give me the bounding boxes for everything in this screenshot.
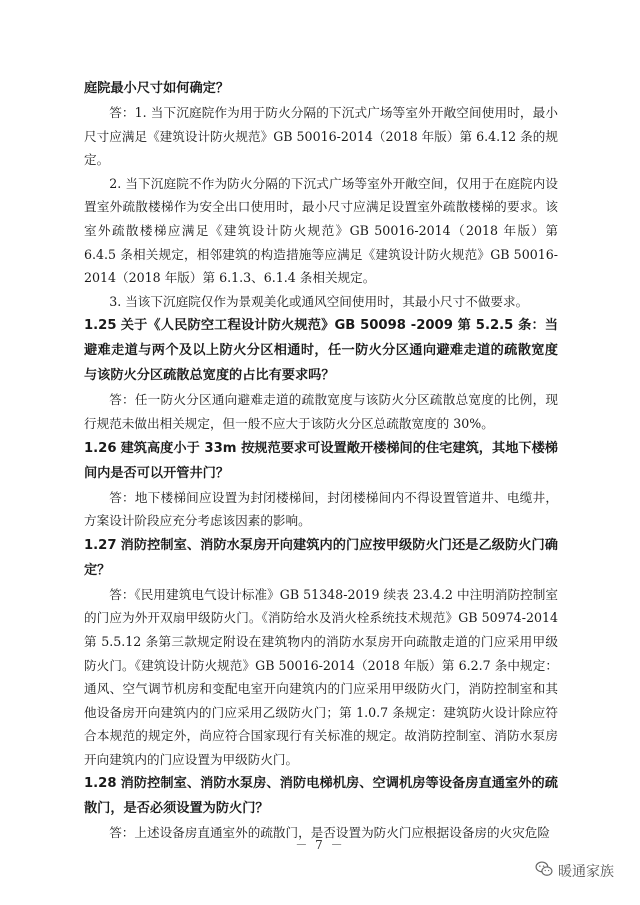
answer-paragraph: 答：地下楼梯间应设置为封闭楼梯间，封闭楼梯间内不得设置管道井、电缆井，方案设计阶段应充分考虑该因素的影响。 — [84, 489, 558, 529]
watermark — [534, 859, 614, 883]
question-heading: 1.25 关于《人民防空工程设计防火规范》GB 50098 -2009 第 5.2.5 条：当避难走道与两个及以上防火分区相通时，任一防火分区通向避难走道的疏散宽度与该防火分区疏散总宽度的占比有要求吗？ — [84, 318, 558, 384]
page-number: － 7 － — [295, 838, 345, 852]
watermark-text: 暖通家族 — [558, 864, 614, 880]
wechat-icon — [534, 859, 554, 883]
document-body — [84, 76, 558, 845]
question-heading: 1.26 建筑高度小于 33m 按规范要求可设置敞开楼梯间的住宅建筑，其地下楼梯间内是否可以开管井门？ — [84, 440, 558, 481]
answer-paragraph: 答：任一防火分区通向避难走道的疏散宽度与该防火分区疏散总宽度的比例，现行规范未做出相关规定，但一般不应大于该防火分区总疏散宽度的 30%。 — [84, 392, 558, 431]
answer-paragraph: 2. 当下沉庭院不作为防火分隔的下沉式广场等室外开敞空间，仅用于在庭院内设置室外疏散楼梯作为安全出口使用时，最小尺寸应满足设置室外疏散楼梯的要求。该室外疏散楼梯应满足《建筑设计防火规范》GB 50016-2014（2018 年版）第 6.4.5 条相关规定，相邻建筑的构造措施等应满足《建筑设计防火规范》GB 50016-2014（2018 年版）第 6.1.3、6.1.4 条相关规定。 — [84, 175, 558, 286]
answer-paragraph: 答：上述设备房直通室外的疏散门，是否设置为防火门应根据设备房的火灾危险 — [109, 825, 550, 841]
answer-paragraph: 答：《民用建筑电气设计标准》GB 51348-2019 续表 23.4.2 中注明消防控制室的门应为外开双扇甲级防火门。《消防给水及消火栓系统技术规范》GB 50974-2014 第 5.5.12 条第三款规定附设在建筑物内的消防水泵房开向疏散走道的门应采用甲级防火门。《建筑设计防火规范》GB 50016-2014（2018 年版）第 6.2.7 条中规定：通风、空气调节机房和变配电室开向建筑内的门应采用甲级防火门，消防控制室和其他设备房开向建筑内的门应采用乙级防火门；第 1.0.7 条规定：建筑防火设计除应符合本规范的规定外，尚应符合国家现行有关标准的规定。故消防控制室、消防水泵房开向建筑内的门应设置为甲级防火门。 — [84, 586, 558, 767]
question-number: 1.26 — [84, 440, 117, 456]
question-number: 1.25 — [84, 318, 117, 334]
question-heading: 1.28 消防控制室、消防水泵房、消防电梯机房、空调机房等设备房直通室外的疏散门，是否必须设置为防火门？ — [84, 776, 558, 817]
answer-paragraph: 3. 当该下沉庭院仅作为景观美化或通风空间使用时，其最小尺寸不做要求。 — [109, 293, 529, 309]
answer-paragraph: 答：1. 当下沉庭院作为用于防火分隔的下沉式广场等室外开敞空间使用时，最小尺寸应满足《建筑设计防火规范》GB 50016-2014（2018 年版）第 6.4.12 条的规定。 — [84, 105, 558, 168]
question-number: 1.28 — [84, 776, 117, 792]
question-continuation: 庭院最小尺寸如何确定？ — [84, 81, 230, 96]
question-heading: 1.27 消防控制室、消防水泵房开向建筑内的门应按甲级防火门还是乙级防火门确定？ — [84, 537, 558, 578]
question-number: 1.27 — [84, 537, 117, 553]
